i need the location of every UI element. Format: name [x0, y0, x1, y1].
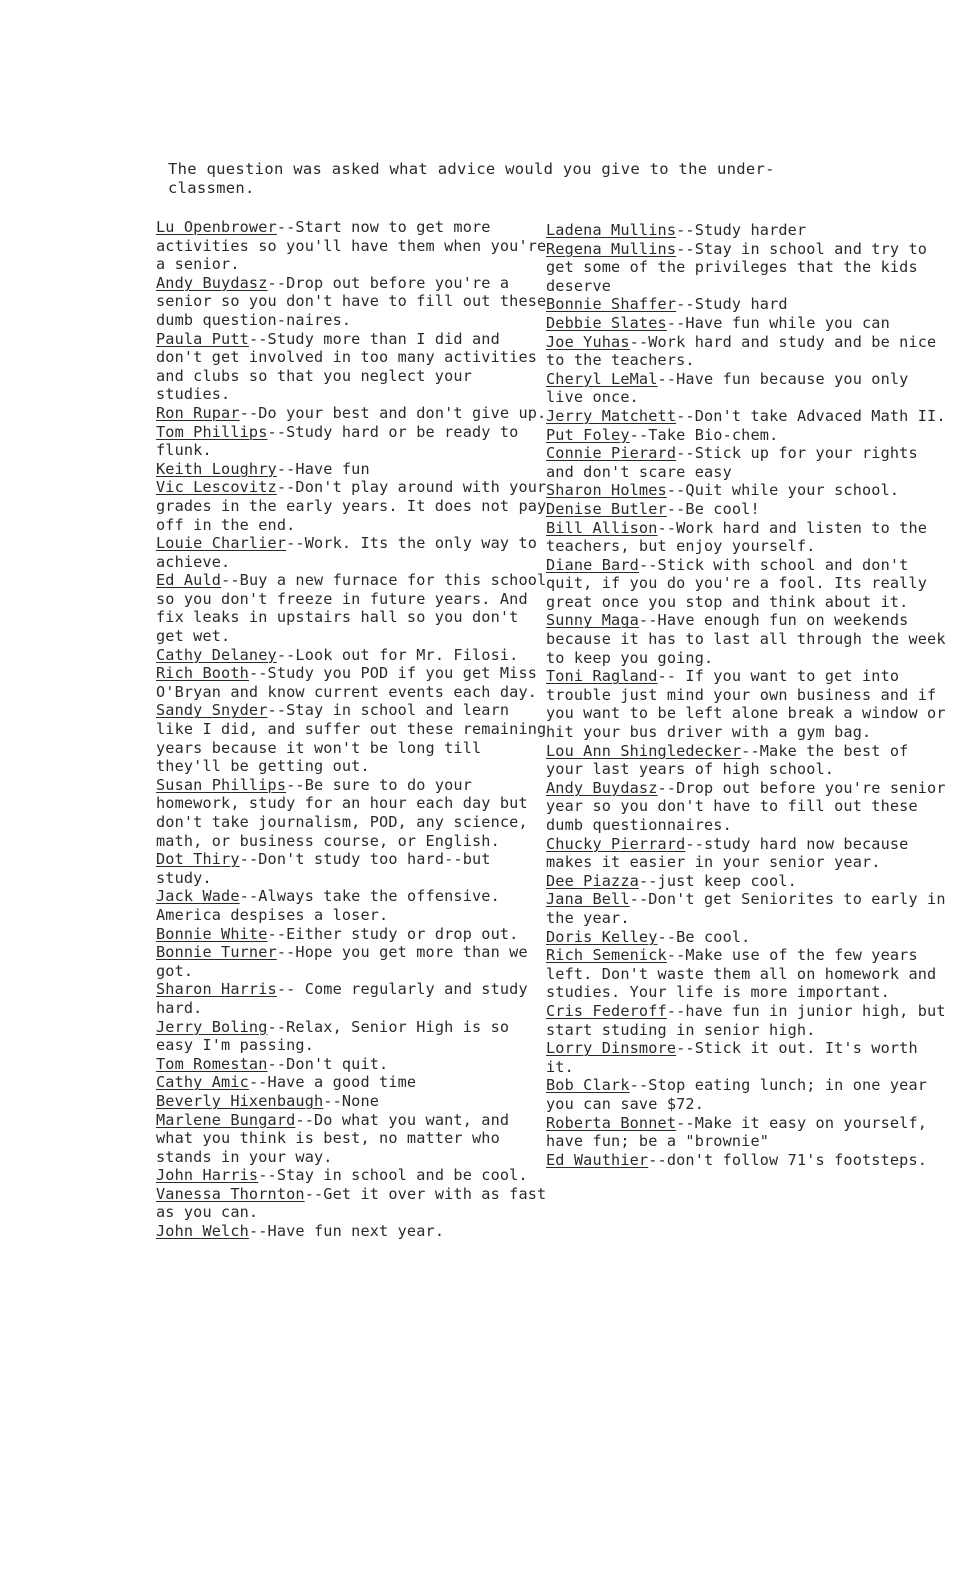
advice-text: Work. Its the only way to achieve.	[156, 534, 538, 571]
student-name: Sharon Harris	[156, 980, 277, 999]
advice-entry	[546, 500, 946, 519]
advice-entry	[156, 1166, 551, 1185]
advice-text: Don't play around with your grades in the early years. It does not pay off in the end.	[156, 478, 547, 534]
student-name: Rich Semenick	[546, 946, 667, 965]
student-name: Jerry Matchett	[546, 406, 677, 425]
student-name: Vic Lescovitz	[156, 478, 277, 497]
separator: --	[295, 1110, 314, 1129]
separator: --	[638, 871, 658, 890]
advice-text: Stop eating lunch; in one year you can save $72.	[546, 1076, 928, 1113]
advice-entry	[546, 519, 946, 556]
separator: --	[676, 444, 695, 463]
separator: --	[657, 369, 677, 388]
advice-entry	[546, 1002, 946, 1039]
advice-entry	[156, 460, 551, 479]
student-name: Roberta Bonnet	[546, 1113, 677, 1132]
advice-entry	[546, 333, 946, 370]
student-name: Denise Butler	[546, 499, 667, 518]
advice-entry	[156, 701, 551, 775]
advice-entry	[156, 478, 551, 534]
separator: --	[276, 478, 296, 497]
advice-entry	[156, 423, 551, 460]
separator: --	[239, 887, 259, 906]
advice-text: If you want to get into trouble just mind your own business and if you want to be left alone break a window or hit your bus driver with a gym bag.	[546, 667, 946, 742]
separator: --	[657, 667, 686, 686]
student-name: Chucky Pierrard	[546, 834, 686, 853]
separator: --	[657, 518, 677, 537]
separator: --	[676, 1039, 695, 1058]
student-name: Diane Bard	[546, 555, 639, 574]
separator: --	[648, 1150, 667, 1169]
advice-entry	[546, 240, 946, 296]
student-name: Marlene Bungard	[156, 1110, 296, 1129]
separator: --	[741, 741, 760, 760]
advice-entry	[546, 556, 946, 612]
separator: --	[267, 701, 287, 720]
student-name: Lorry Dinsmore	[546, 1039, 677, 1058]
advice-text: Be sure to do your homework, study for an hour each day but don't take journalism, POD, any science, math, or business course, or English.	[156, 775, 528, 850]
advice-text: Study more than I did and don't get involved in too many activities and clubs so that you neglect your studies.	[156, 329, 538, 404]
advice-text: Work hard and listen to the teachers, but enjoy yourself.	[546, 518, 928, 556]
right-column	[546, 221, 946, 1169]
advice-entry	[156, 664, 551, 701]
advice-text: Have fun next year.	[267, 1222, 445, 1241]
separator: --	[276, 645, 296, 664]
student-name: Lou Ann Shingledecker	[546, 741, 742, 760]
advice-text: Make the best of your last years of high school.	[546, 741, 909, 779]
separator: --	[304, 1184, 324, 1203]
advice-entry	[156, 218, 551, 274]
advice-text: Always take the offensive. America despises a loser.	[156, 887, 500, 924]
advice-text: Study harder	[694, 221, 807, 239]
separator: --	[666, 499, 686, 518]
advice-text: Stay in school and try to get some of the privileges that the kids deserve	[546, 239, 928, 295]
separator: --	[276, 943, 296, 962]
student-name: Ed Wauthier	[546, 1150, 649, 1169]
student-name: Sandy Snyder	[156, 701, 268, 720]
separator: --	[629, 332, 649, 351]
student-name: Lu Openbrower	[156, 218, 277, 236]
advice-text: Get it over with as fast as you can.	[156, 1184, 547, 1222]
advice-text: Stay in school and be cool.	[276, 1166, 528, 1185]
student-name: Bonnie Turner	[156, 943, 277, 962]
advice-entry	[156, 776, 551, 850]
student-name: Sunny Maga	[546, 611, 639, 630]
separator: --	[676, 239, 695, 258]
student-name: Cris Federoff	[546, 1001, 667, 1020]
advice-text: Either study or drop out.	[286, 924, 519, 943]
student-name: John Welch	[156, 1222, 249, 1241]
advice-text: Study hard or be ready to flunk.	[156, 422, 519, 460]
separator: --	[657, 778, 677, 797]
separator: --	[267, 422, 287, 441]
advice-text: Don't get Seniorites to early in the year.	[546, 890, 946, 927]
advice-entry	[156, 1055, 551, 1074]
advice-entry	[546, 872, 946, 891]
student-name: Andy Buydasz	[546, 778, 658, 797]
separator: --	[638, 555, 658, 574]
separator: --	[666, 1001, 686, 1020]
advice-entry	[546, 295, 946, 314]
advice-text: Stick it out. It's worth it.	[546, 1039, 918, 1076]
separator: --	[239, 403, 259, 422]
advice-entry	[156, 1073, 551, 1092]
advice-entry	[546, 611, 946, 667]
advice-entry	[546, 1114, 946, 1151]
advice-text: Take Bio-chem.	[648, 425, 779, 444]
advice-entry	[546, 444, 946, 481]
advice-entry	[546, 407, 946, 426]
advice-entry	[156, 1222, 551, 1241]
separator: --	[323, 1091, 342, 1110]
student-name: Toni Ragland	[546, 667, 658, 686]
separator: --	[629, 425, 649, 444]
student-name: Ladena Mullins	[546, 221, 677, 239]
advice-text: don't follow 71's footsteps.	[666, 1150, 928, 1169]
separator: --	[248, 664, 268, 683]
advice-entry	[546, 890, 946, 927]
student-name: Cathy Delaney	[156, 645, 277, 664]
student-name: Connie Pierard	[546, 444, 677, 463]
advice-entry	[546, 370, 946, 407]
advice-text: Work hard and study and be nice to the teachers.	[546, 332, 937, 370]
student-name: Cheryl LeMal	[546, 369, 658, 388]
advice-entry	[156, 1111, 551, 1167]
advice-entry	[156, 571, 551, 645]
student-name: Susan Phillips	[156, 775, 287, 794]
advice-text: Be cool!	[685, 499, 760, 518]
advice-text: Stay in school and learn like I did, and suffer out these remaining years because it won't be long till they'll be getting out.	[156, 701, 547, 776]
student-name: Dot Thiry	[156, 850, 240, 869]
advice-text: Don't study too hard--but study.	[156, 850, 491, 887]
student-name: Rich Booth	[156, 664, 249, 683]
advice-entry	[546, 481, 946, 500]
advice-text: Don't take Advaced Math II.	[694, 406, 946, 425]
advice-text: Come regularly and study hard.	[156, 980, 528, 1017]
advice-text: Have fun	[295, 459, 370, 478]
advice-entry	[546, 946, 946, 1002]
student-name: Joe Yuhas	[546, 332, 630, 351]
advice-text: Make it easy on yourself, have fun; be a "brownie"	[546, 1113, 928, 1151]
advice-entry	[546, 426, 946, 445]
student-name: Bonnie Shaffer	[546, 295, 677, 314]
advice-text: Make use of the few years left. Don't waste them all on homework and studies. Your life is more important.	[546, 946, 937, 1002]
separator: --	[286, 775, 305, 794]
separator: --	[666, 313, 686, 332]
advice-text: Have a good time	[267, 1073, 417, 1092]
student-name: Jack Wade	[156, 887, 240, 906]
separator: --	[267, 924, 287, 943]
intro-text: The question was asked what advice would you give to the under- classmen.	[168, 160, 775, 197]
student-name: Jerry Boling	[156, 1017, 268, 1036]
advice-text: Relax, Senior High is so easy I'm passing.	[156, 1017, 510, 1055]
separator: --	[286, 534, 305, 553]
student-name: Bill Allison	[546, 518, 658, 537]
student-name: Tom Romestan	[156, 1054, 268, 1073]
separator: --	[267, 1054, 287, 1073]
advice-text: have fun in junior high, but start studing in senior high.	[546, 1001, 946, 1039]
advice-entry	[156, 925, 551, 944]
advice-text: Drop out before you're senior year so you don't have to fill out these dumb questionnaires.	[546, 778, 946, 834]
separator: --	[248, 1073, 268, 1092]
advice-text: Look out for Mr. Filosi.	[295, 645, 519, 664]
separator: --	[267, 1017, 287, 1036]
separator: --	[657, 927, 677, 946]
advice-entry	[156, 850, 551, 887]
student-name: Debbie Slates	[546, 313, 667, 332]
student-name: Tom Phillips	[156, 422, 268, 441]
advice-entry	[546, 1039, 946, 1076]
advice-text: Buy a new furnace for this school so you don't freeze in future years. And fix leaks in upstairs hall so you don't get wet.	[156, 571, 547, 646]
advice-text: just keep cool.	[657, 871, 797, 890]
left-column	[156, 218, 551, 1241]
advice-entry	[546, 1076, 946, 1113]
advice-entry	[156, 1092, 551, 1111]
advice-entry	[156, 404, 551, 423]
advice-text: Have fun because you only live once.	[546, 369, 909, 407]
student-name: Cathy Amic	[156, 1073, 249, 1092]
advice-entry	[546, 314, 946, 333]
student-name: Ed Auld	[156, 571, 222, 590]
separator: --	[276, 218, 296, 236]
separator: --	[248, 1222, 268, 1241]
separator: --	[676, 1113, 695, 1132]
advice-entry	[156, 274, 551, 330]
advice-text: study hard now because makes it easier in your senior year.	[546, 834, 909, 872]
separator: --	[676, 295, 695, 314]
advice-entry	[546, 928, 946, 947]
student-name: Keith Loughry	[156, 459, 277, 478]
student-name: Louie Charlier	[156, 534, 287, 553]
advice-text: Have enough fun on weekends because it has to last all through the week to keep you going.	[546, 611, 946, 667]
advice-entry	[156, 1185, 551, 1222]
separator: --	[267, 273, 287, 292]
advice-entry	[546, 1151, 946, 1170]
student-name: Beverly Hixenbaugh	[156, 1091, 324, 1110]
student-name: Paula Putt	[156, 329, 249, 348]
advice-text: Stick with school and don't quit, if you do you're a fool. Its really great once you stop and think about it.	[546, 555, 928, 611]
separator: --	[258, 1166, 277, 1185]
advice-text: Study you POD if you get Miss O'Bryan and know current events each day.	[156, 664, 538, 701]
advice-text: Do your best and don't give up.	[258, 403, 547, 422]
student-name: Ron Rupar	[156, 403, 240, 422]
separator: --	[685, 834, 704, 853]
student-name: Put Foley	[546, 425, 630, 444]
advice-entry	[156, 943, 551, 980]
student-name: Vanessa Thornton	[156, 1184, 305, 1203]
separator: --	[666, 946, 686, 965]
advice-text: Study hard	[694, 295, 788, 314]
separator: --	[248, 329, 268, 348]
advice-text: Start now to get more activities so you'll have them when you're a senior.	[156, 218, 547, 274]
advice-entry	[156, 330, 551, 404]
separator: --	[638, 611, 658, 630]
advice-entry	[546, 742, 946, 779]
advice-entry	[546, 667, 946, 741]
student-name: Sharon Holmes	[546, 481, 667, 500]
separator: --	[666, 481, 686, 500]
separator: --	[239, 850, 259, 869]
advice-text: Do what you want, and what you think is best, no matter who stands in your way.	[156, 1110, 510, 1166]
separator: --	[629, 1076, 649, 1095]
separator: --	[221, 571, 240, 590]
advice-entry	[546, 779, 946, 835]
advice-entry	[156, 980, 551, 1017]
student-name: Dee Piazza	[546, 871, 639, 890]
student-name: Bob Clark	[546, 1076, 630, 1095]
student-name: Andy Buydasz	[156, 273, 268, 292]
advice-text: Quit while your school.	[685, 481, 900, 500]
advice-text: Have fun while you can	[685, 313, 890, 332]
student-name: Regena Mullins	[546, 239, 677, 258]
student-name: Bonnie White	[156, 924, 268, 943]
advice-entry	[156, 534, 551, 571]
student-name: John Harris	[156, 1166, 259, 1185]
separator: --	[676, 221, 695, 239]
advice-entry	[156, 646, 551, 665]
advice-entry	[156, 887, 551, 924]
advice-entry	[156, 1018, 551, 1055]
student-name: Jana Bell	[546, 890, 630, 909]
separator: --	[276, 459, 296, 478]
separator: --	[629, 890, 649, 909]
advice-text: None	[341, 1091, 380, 1110]
advice-text: Don't quit.	[286, 1054, 389, 1073]
separator: --	[276, 980, 305, 999]
advice-text: Drop out before you're a senior so you don't have to fill out these dumb question-naires.	[156, 273, 547, 329]
advice-text: Stick up for your rights and don't scare easy	[546, 444, 918, 481]
advice-entry	[546, 221, 946, 240]
advice-text: Hope you get more than we got.	[156, 943, 528, 980]
advice-entry	[546, 835, 946, 872]
student-name: Doris Kelley	[546, 927, 658, 946]
advice-text: Be cool.	[676, 927, 751, 946]
separator: --	[676, 406, 695, 425]
